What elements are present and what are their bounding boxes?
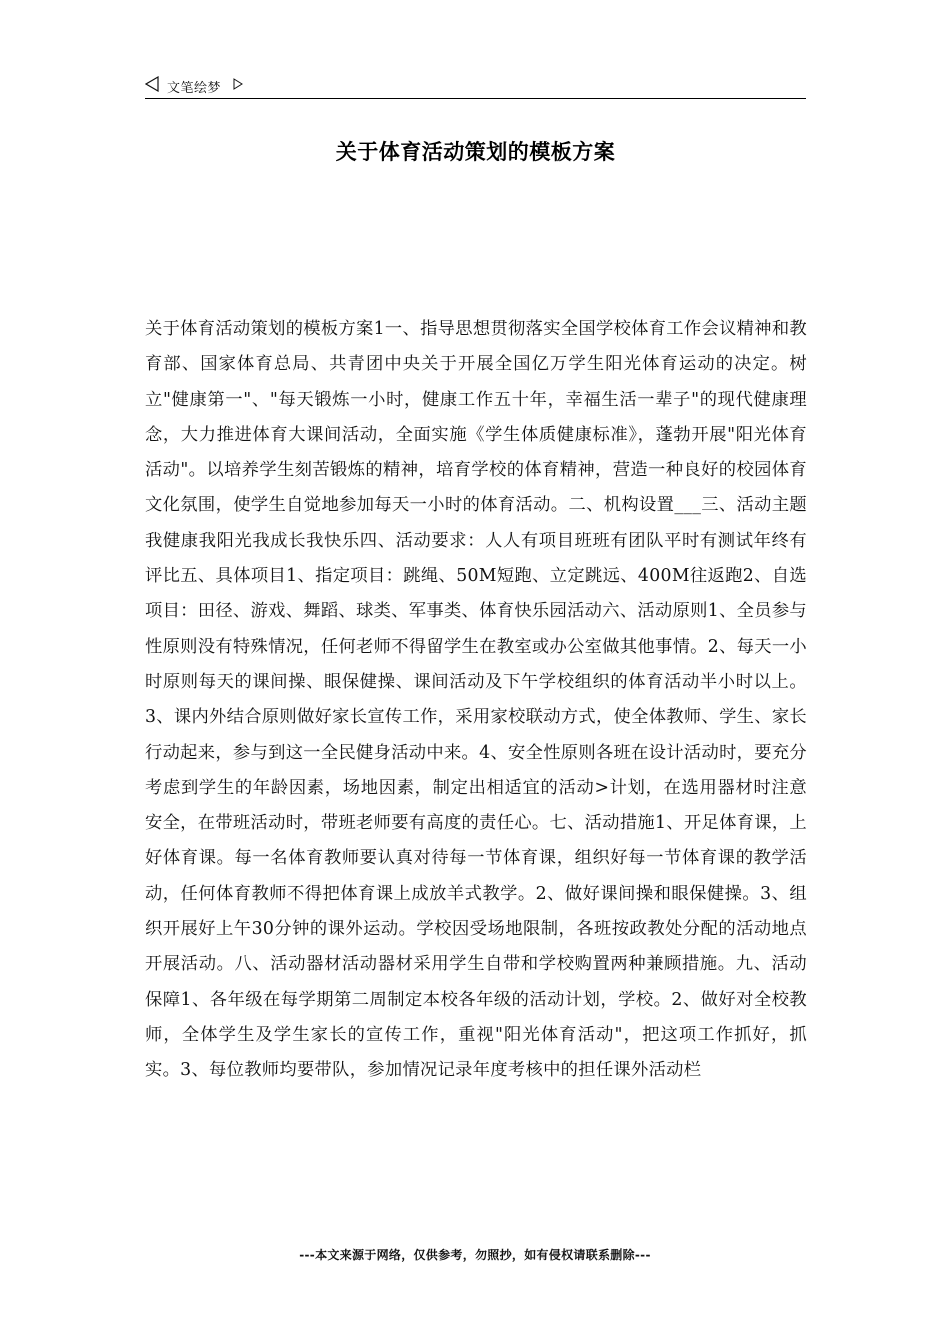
page-header	[145, 74, 806, 99]
document-body: 关于体育活动策划的模板方案1一、指导思想贯彻落实全国学校体育工作会议精神和教育部、国家体育总局、共青团中央关于开展全国亿万学生阳光体育运动的决定。树立"健康第一"、"每天锻炼一小时，健康工作五十年，幸福生活一辈子"的现代健康理念，大力推进体育大课间活动，全面实施《学生体质健康标准》，蓬勃开展"阳光体育活动"。以培养学生刻苦锻炼的精神，培育学校的体育精神，营造一种良好的校园体育文化氛围，使学生自觉地参加每天一小时的体育活动。二、机构设置___三、活动主题我健康我阳光我成长我快乐四、活动要求：人人有项目班班有团队平时有测试年终有评比五、具体项目1、指定项目：跳绳、50M短跑、立定跳远、400M往返跑2、自选项目：田径、游戏、舞蹈、球类、军事类、体育快乐园活动六、活动原则1、全员参与性原则没有特殊情况，任何老师不得留学生在教室或办公室做其他事情。2、每天一小时原则每天的课间操、眼保健操、课间活动及下午学校组织的体育活动半小时以上。3、课内外结合原则做好家长宣传工作，采用家校联动方式，使全体教师、学生、家长行动起来，参与到这一全民健身活动中来。4、安全性原则各班在设计活动时，要充分考虑到学生的年龄因素，场地因素，制定出相适宜的活动>计划，在选用器材时注意安全，在带班活动时，带班老师要有高度的责任心。七、活动措施1、开足体育课，上好体育课。每一名体育教师要认真对待每一节体育课，组织好每一节体育课的教学活动，任何体育教师不得把体育课上成放羊式教学。2、做好课间操和眼保健操。3、组织开展好上午30分钟的课外运动。学校因受场地限制，各班按政教处分配的活动地点开展活动。八、活动器材活动器材采用学生自带和学校购置两种兼顾措施。九、活动保障1、各年级在每学期第二周制定本校各年级的活动计划，学校。2、做好对全校教师，全体学生及学生家长的宣传工作，重视"阳光体育活动"，把这项工作抓好，抓实。3、每位教师均要带队，参加情况记录年度考核中的担任课外活动栏	[145, 319, 807, 1081]
triangle-left-outline-icon	[145, 76, 159, 92]
triangle-right-outline-icon	[233, 78, 243, 90]
header-brand: 文笔绘梦	[167, 81, 222, 96]
document-title: 关于体育活动策划的模板方案	[335, 140, 616, 164]
footer-notice: ---本文来源于网络，仅供参考，勿照抄，如有侵权请联系删除---	[299, 1248, 651, 1262]
